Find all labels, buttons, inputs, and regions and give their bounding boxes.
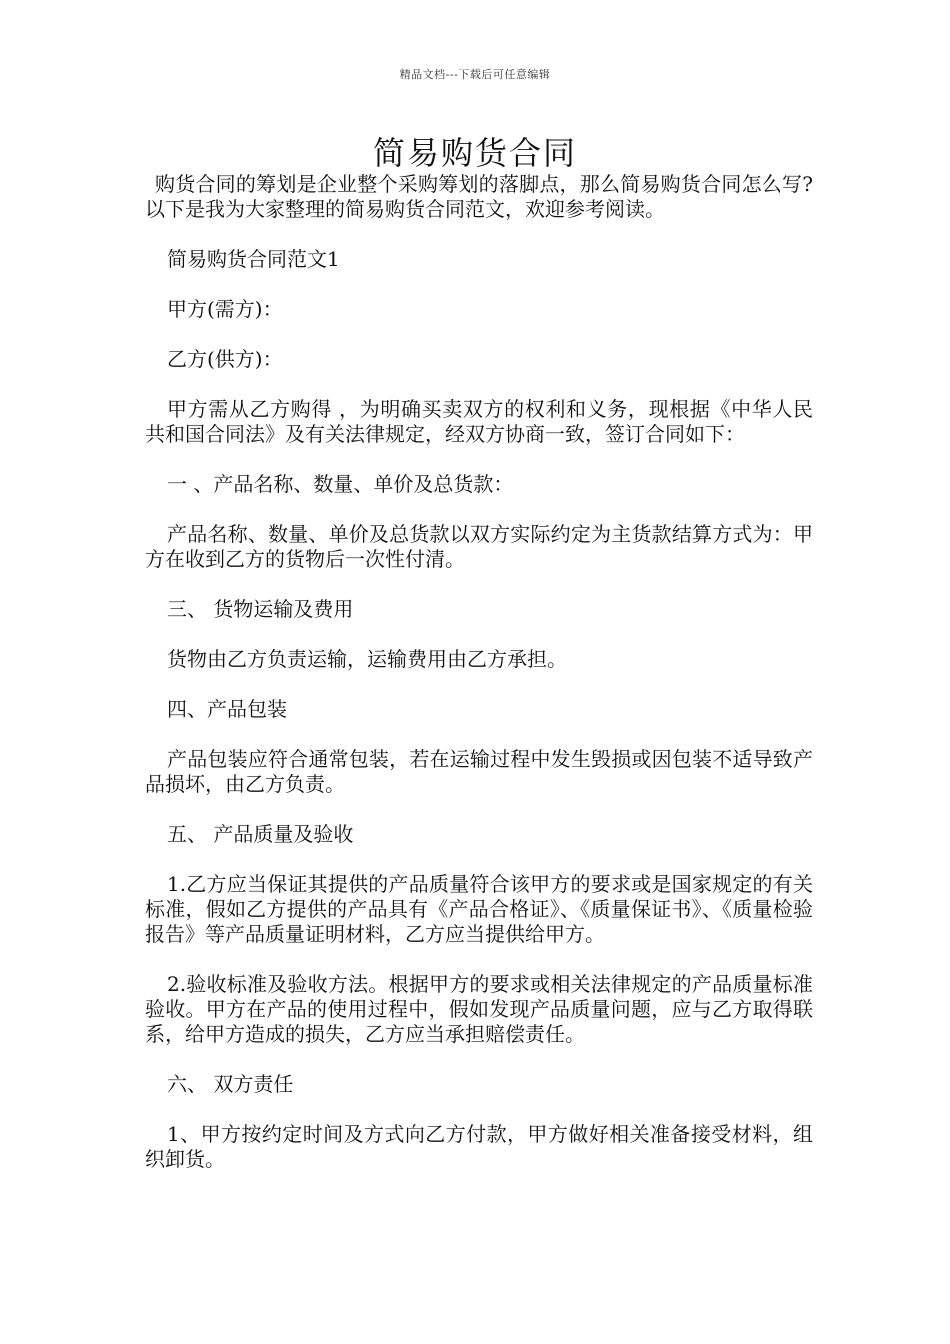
document-body [145, 172, 813, 1197]
clause-4-heading: 四、产品包装 [167, 697, 287, 721]
preamble-paragraph: 甲方需从乙方购得 ，为明确买卖双方的权利和义务，现根据《中华人民共和国合同法》及有关法律规定，经双方协商一致，签订合同如下： [145, 397, 813, 446]
clause-5-item-2: 2.验收标准及验收方法。根据甲方的要求或相关法律规定的产品质量标准验收。甲方在产品的使用过程中，假如发现产品质量问题，应与乙方取得联系，给甲方造成的损失，乙方应当承担赔偿责任。 [145, 972, 813, 1046]
clause-3-heading: 三、 货物运输及费用 [167, 597, 354, 621]
clause-5-heading: 五、 产品质量及验收 [167, 822, 354, 846]
intro-paragraph: 购货合同的筹划是企业整个采购筹划的落脚点，那么简易购货合同怎么写?以下是我为大家整理的简易购货合同范文，欢迎参考阅读。 [145, 172, 813, 221]
page-header: 精品文档---下载后可任意编辑 [399, 68, 551, 81]
clause-6-item-1: 1、甲方按约定时间及方式向乙方付款，甲方做好相关准备接受材料，组织卸货。 [145, 1122, 813, 1171]
clause-5-item-1: 1.乙方应当保证其提供的产品质量符合该甲方的要求或是国家规定的有关标准，假如乙方提供的产品具有《产品合格证》、《质量保证书》、《质量检验报告》等产品质量证明材料，乙方应当提供给甲方。 [145, 872, 813, 946]
party-b-line: 乙方(供方)： [167, 347, 283, 371]
party-a-line: 甲方(需方)： [167, 297, 283, 321]
clause-4-paragraph: 产品包装应符合通常包装，若在运输过程中发生毁损或因包装不适导致产品损坏，由乙方负责。 [145, 747, 813, 796]
clause-1-heading: 一 、产品名称、数量、单价及总货款： [167, 472, 514, 496]
section-heading-sample-1: 简易购货合同范文1 [167, 247, 340, 271]
clause-1-paragraph: 产品名称、数量、单价及总货款以双方实际约定为主货款结算方式为：甲方在收到乙方的货物后一次性付清。 [145, 522, 813, 571]
document-title: 简易购货合同 [372, 134, 577, 172]
clause-3-paragraph: 货物由乙方负责运输，运输费用由乙方承担。 [167, 647, 567, 671]
clause-6-heading: 六、 双方责任 [167, 1072, 294, 1096]
